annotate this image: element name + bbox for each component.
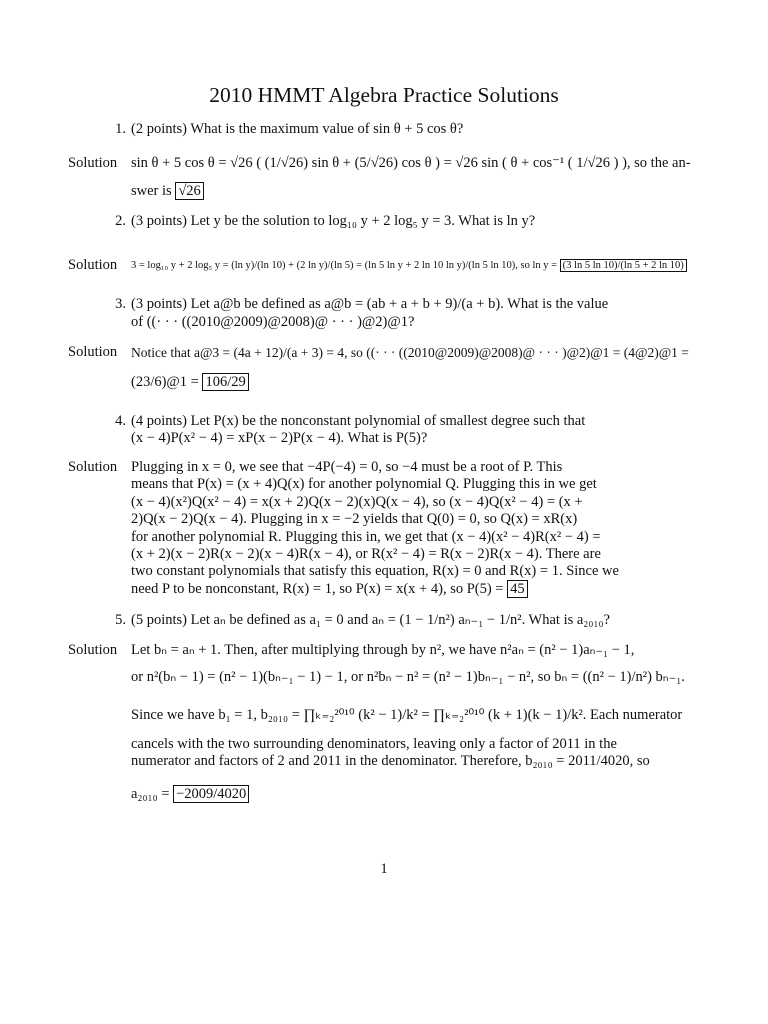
problem-4-solution-line: Plugging in x = 0, we see that −4P(−4) = 0, so −4 must be a root of P. This	[131, 459, 563, 475]
problem-1-answer: √26	[175, 182, 203, 200]
problem-5-answer: −2009/4020	[173, 785, 249, 803]
problem-2-answer: (3 ln 5 ln 10)/(ln 5 + 2 ln 10)	[560, 259, 687, 272]
problem-5-solution-line: Since we have b₁ = 1, b₂₀₁₀ = ∏ₖ₌₂²⁰¹⁰ (k² − 1)/k² = ∏ₖ₌₂²⁰¹⁰ (k + 1)(k − 1)/k². Each numerator	[131, 707, 683, 723]
problem-5-solution-label: Solution	[68, 642, 118, 658]
problem-3-answer: 106/29	[202, 373, 248, 391]
problem-5-statement: (5 points) Let aₙ be defined as a₁ = 0 and aₙ = (1 − 1/n²) aₙ₋₁ − 1/n². What is a₂₀₁₀?	[131, 612, 610, 628]
problem-1-solution-line: swer is √26	[131, 183, 204, 200]
problem-2-solution-label: Solution	[68, 257, 118, 273]
problem-4-solution-line: 2)Q(x − 2)Q(x − 4). Plugging in x = −2 yields that Q(0) = 0, so Q(x) = xR(x)	[131, 511, 578, 527]
problem-1-solution-line: sin θ + 5 cos θ = √26 ( (1/√26) sin θ + (5/√26) cos θ ) = √26 sin ( θ + cos⁻¹ ( 1/√26 ) ), so the an-	[131, 155, 691, 171]
problem-4-solution-line: need P to be nonconstant, R(x) = 1, so P(x) = x(x + 4), so P(5) = 45	[131, 581, 528, 598]
problem-1-solution-label: Solution	[68, 155, 118, 171]
problem-5-solution-line: a₂₀₁₀ = −2009/4020	[131, 786, 249, 803]
problem-4-number: 4.	[115, 413, 126, 429]
problem-4-statement: (x − 4)P(x² − 4) = xP(x − 2)P(x − 4). What is P(5)?	[131, 430, 428, 446]
document-title: 2010 HMMT Algebra Practice Solutions	[209, 83, 559, 107]
problem-4-solution-line: two constant polynomials that satisfy this equation, R(x) = 0 and R(x) = 1. Since we	[131, 563, 619, 579]
problem-4-answer: 45	[507, 580, 528, 598]
problem-3-statement: of ((· · · ((2010@2009)@2008)@ · · · )@2)@1?	[131, 314, 415, 330]
problem-3-solution-line: Notice that a@3 = (4a + 12)/(a + 3) = 4, so ((· · · ((2010@2009)@2008)@ · · · )@2)@1 = (4@2)@1 =	[131, 345, 689, 360]
problem-3-number: 3.	[115, 296, 126, 312]
problem-3-solution-line: (23/6)@1 = 106/29	[131, 374, 249, 391]
problem-4-statement: (4 points) Let P(x) be the nonconstant polynomial of smallest degree such that	[131, 413, 586, 429]
problem-5-solution-line: or n²(bₙ − 1) = (n² − 1)(bₙ₋₁ − 1) − 1, or n²bₙ − n² = (n² − 1)bₙ₋₁ − n², so bₙ = ((n² − 1)/n²) bₙ₋₁.	[131, 669, 685, 685]
problem-4-solution-line: (x − 4)(x²)Q(x² − 4) = x(x + 2)Q(x − 2)(x)Q(x − 4), so (x − 4)Q(x² − 4) = (x +	[131, 494, 583, 510]
problem-5-number: 5.	[115, 612, 126, 628]
problem-4-solution-line: (x + 2)(x − 2)R(x − 2)(x − 4)R(x − 4), or R(x² − 4) = R(x − 2)R(x − 4). There are	[131, 546, 601, 562]
problem-5-solution-line: numerator and factors of 2 and 2011 in the denominator. Therefore, b₂₀₁₀ = 2011/4020, so	[131, 753, 650, 769]
problem-4-solution-label: Solution	[68, 459, 118, 475]
page-number: 1	[380, 861, 388, 877]
problem-2-solution-line: 3 = log₁₀ y + 2 log₅ y = (ln y)/(ln 10) + (2 ln y)/(ln 5) = (ln 5 ln y + 2 ln 10 ln y)/(ln 5 ln 10), so ln y = (3 ln 5 ln 10)/(ln 5 + 2 ln 10)	[131, 257, 687, 274]
problem-4-solution-line: for another polynomial R. Plugging this in, we get that (x − 4)(x² − 4)R(x² − 4) =	[131, 529, 601, 545]
problem-3-statement: (3 points) Let a@b be defined as a@b = (ab + a + b + 9)/(a + b). What is the value	[131, 296, 609, 312]
problem-3-solution-label: Solution	[68, 344, 118, 360]
problem-5-solution-line: cancels with the two surrounding denominators, leaving only a factor of 2011 in the	[131, 736, 617, 752]
problem-2-number: 2.	[115, 213, 126, 229]
problem-1-number: 1.	[115, 121, 126, 137]
problem-5-solution-line: Let bₙ = aₙ + 1. Then, after multiplying through by n², we have n²aₙ = (n² − 1)aₙ₋₁ − 1,	[131, 642, 635, 658]
problem-2-statement: (3 points) Let y be the solution to log₁₀ y + 2 log₅ y = 3. What is ln y?	[131, 213, 536, 229]
problem-1-statement: (2 points) What is the maximum value of sin θ + 5 cos θ?	[131, 121, 464, 137]
problem-4-solution-line: means that P(x) = (x + 4)Q(x) for another polynomial Q. Plugging this in we get	[131, 476, 597, 492]
